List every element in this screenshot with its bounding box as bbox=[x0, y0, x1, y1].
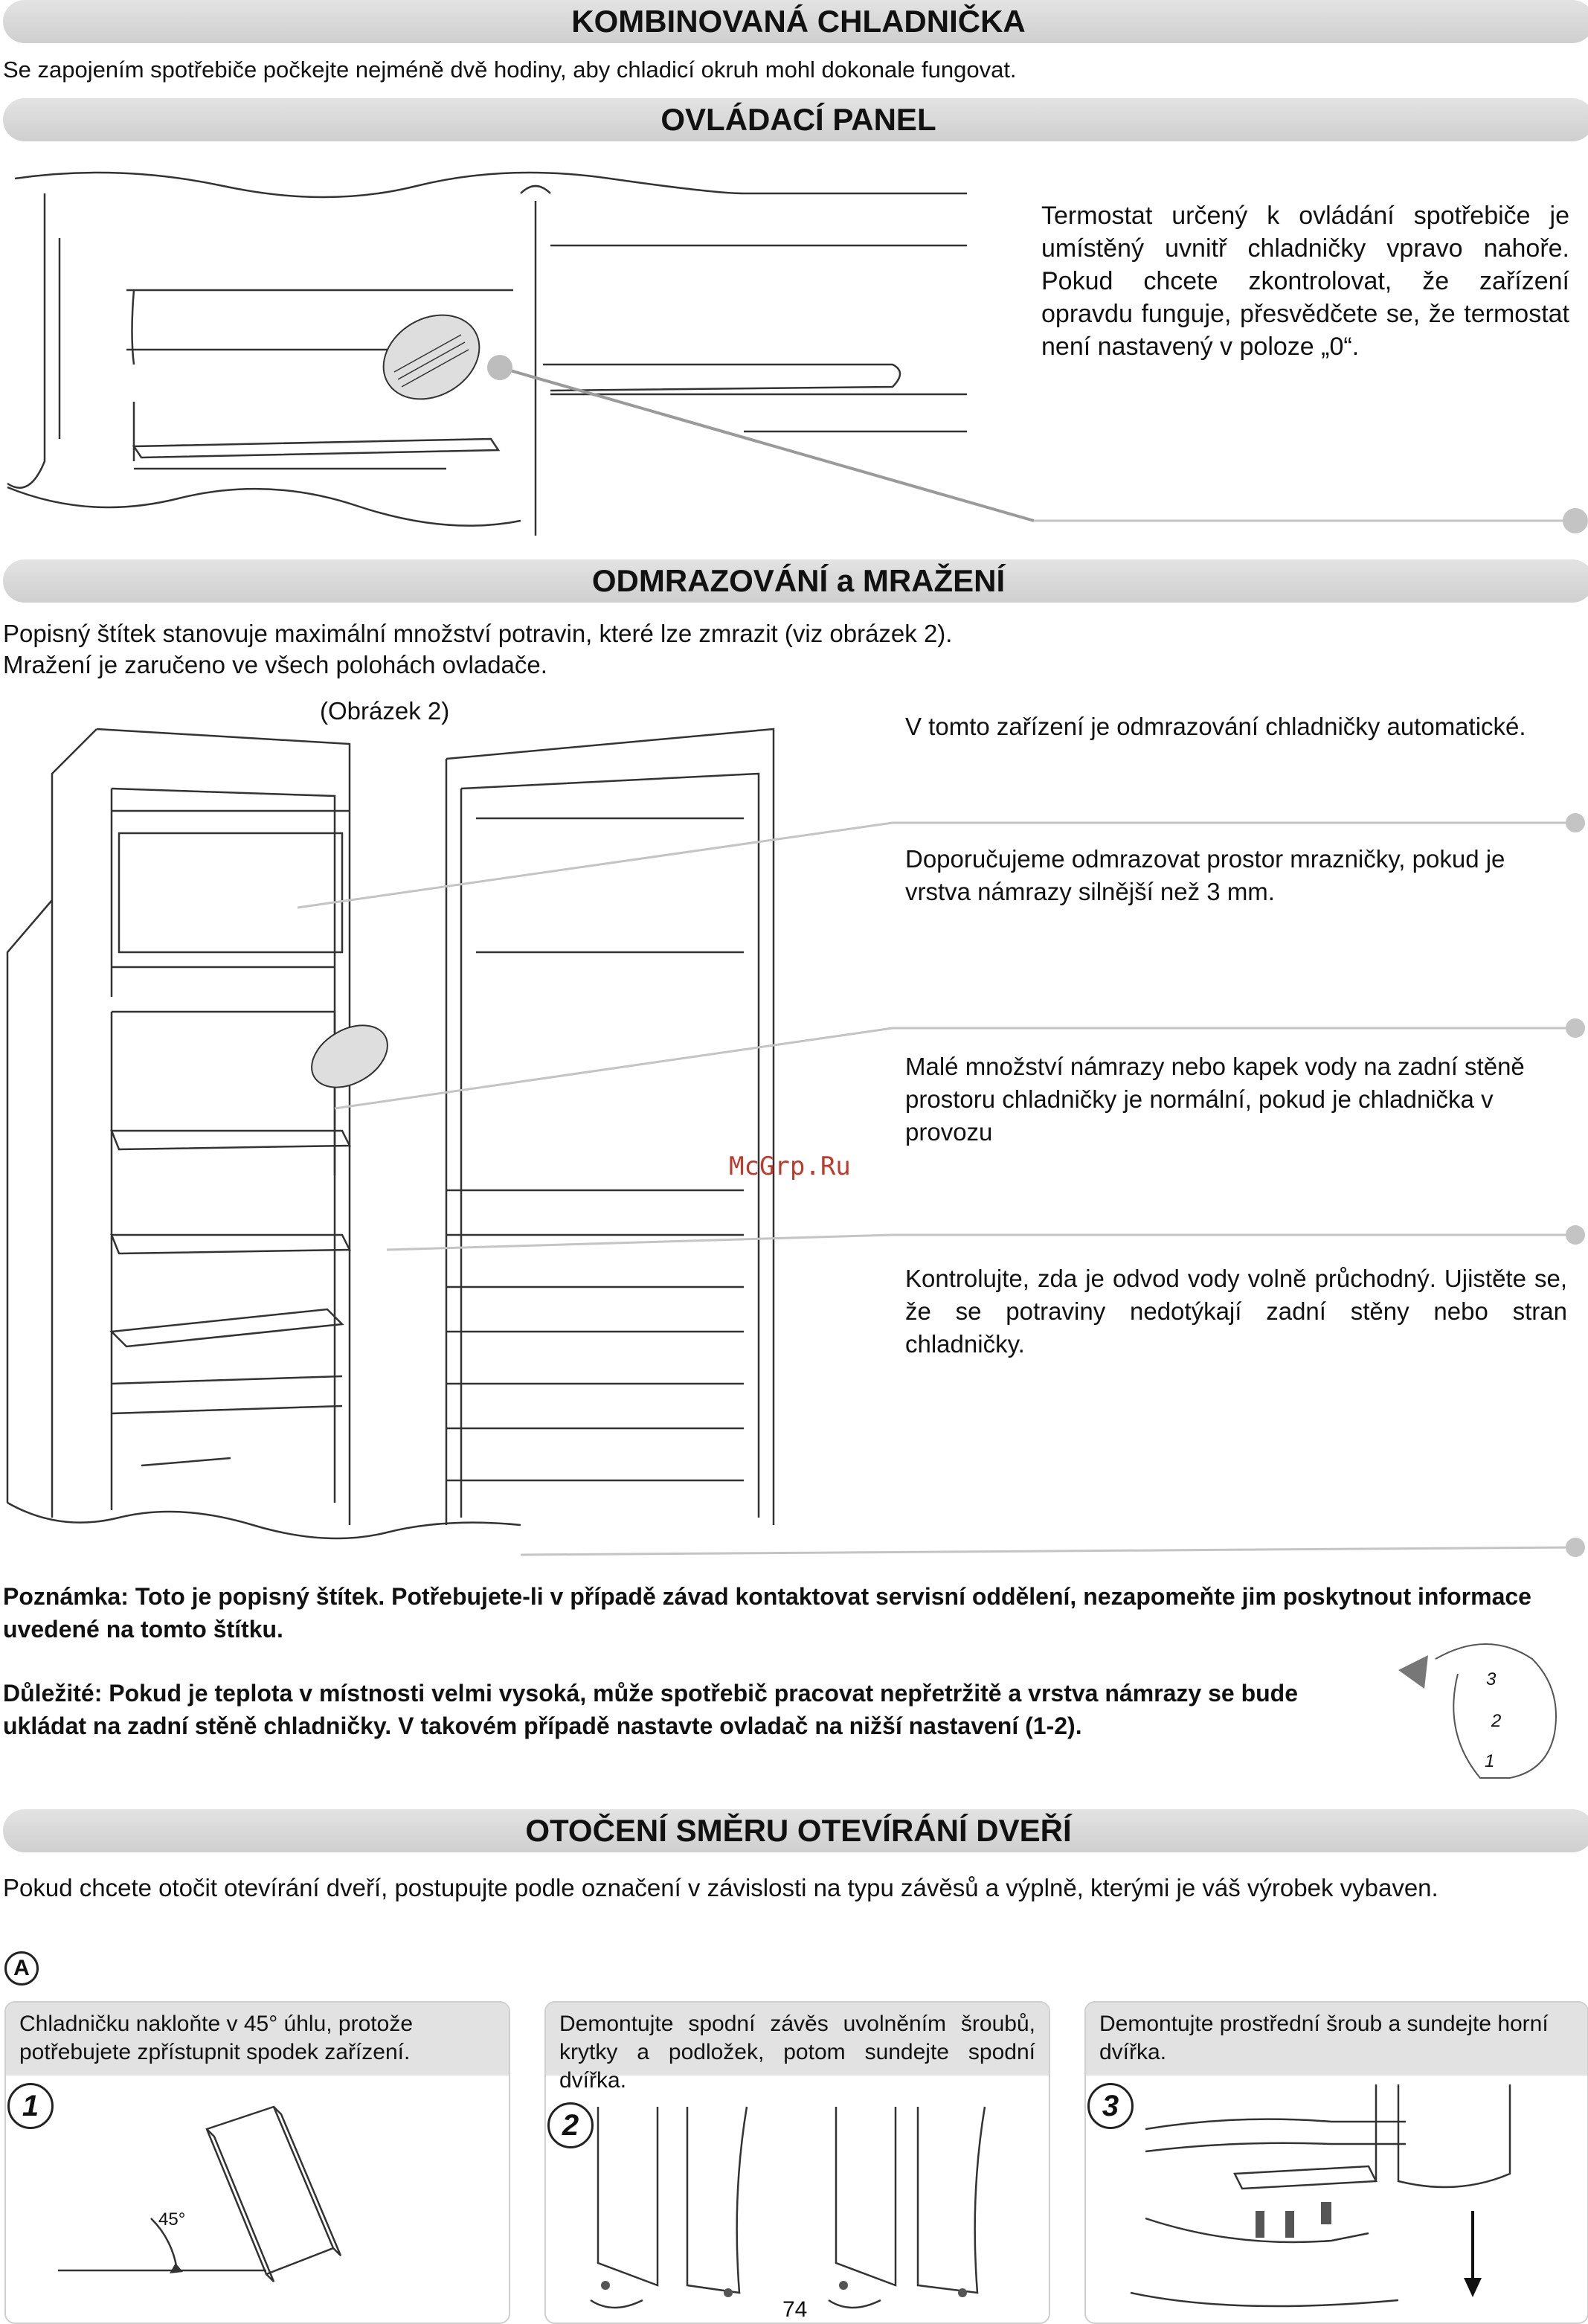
pointer-lines-defrost bbox=[0, 803, 1588, 1570]
note-frost-normal: Malé množství námrazy nebo kapek vody na zadní stěně prostoru chladničky je normální, pokud je chladnička v provozu bbox=[905, 1053, 1525, 1146]
dial-label-2: 2 bbox=[1491, 1711, 1502, 1731]
step-1-number: 1 bbox=[7, 2083, 54, 2129]
dial-label-1: 1 bbox=[1485, 1751, 1495, 1771]
step-3-text: Demontujte prostřední šroub a sundejte horní dvířka. bbox=[1086, 2003, 1587, 2076]
section-title: OVLÁDACÍ PANEL bbox=[660, 102, 936, 137]
title-bar-door-reversal bbox=[3, 1809, 1588, 1852]
door-reversal-intro: Pokud chcete otočit otevírání dveří, postupujte podle označení v závislosti na typu závěsů a výplně, kterými je váš výrobek vybaven. bbox=[3, 1874, 1438, 1901]
thermostat-dial-icon bbox=[1383, 1629, 1569, 1793]
section-title: KOMBINOVANÁ CHLADNIČKA bbox=[571, 4, 1026, 39]
step-3-panel bbox=[1084, 2001, 1588, 2324]
figure-caption: (Obrázek 2) bbox=[320, 697, 450, 725]
bottom-hinge-illustration bbox=[546, 2077, 1049, 2323]
section-title: ODMRAZOVÁNÍ a MRAŽENÍ bbox=[591, 563, 1006, 598]
section-title: OTOČENÍ SMĚRU OTEVÍRÁNÍ DVEŘÍ bbox=[525, 1813, 1072, 1848]
pointer-line-thermostat bbox=[0, 0, 1588, 565]
title-bar-defrost bbox=[3, 559, 1588, 603]
angle-label: 45° bbox=[158, 2209, 186, 2230]
step-2-number: 2 bbox=[547, 2102, 594, 2148]
middle-hinge-illustration bbox=[1086, 2070, 1587, 2323]
tilted-fridge-illustration bbox=[6, 2070, 509, 2323]
note-automatic-defrost: V tomto zařízení je odmrazování chladničky automatické. bbox=[905, 713, 1526, 740]
step-1-text: Chladničku nakloňte v 45° úhlu, protože potřebujete zpřístupnit spodek zařízení. bbox=[6, 2003, 509, 2076]
section-marker-a: A bbox=[4, 1951, 39, 1986]
defrost-intro-line2: Mražení je zaručeno ve všech polohách ovladače. bbox=[3, 651, 547, 678]
defrost-intro-line1: Popisný štítek stanovuje maximální množství potravin, které lze zmrazit (viz obrázek 2). bbox=[3, 620, 953, 647]
watermark: McGrp.Ru bbox=[729, 1152, 851, 1181]
dial-label-3: 3 bbox=[1486, 1669, 1497, 1689]
step-2-panel bbox=[544, 2001, 1050, 2324]
page-number: 74 bbox=[782, 2297, 808, 2322]
step-3-number: 3 bbox=[1087, 2083, 1134, 2129]
step-1-panel bbox=[4, 2001, 510, 2324]
important-note: Důležité: Pokud je teplota v místnosti velmi vysoká, může spotřebič pracovat nepřetržitě a vrstva námrazy se bude ukládat na zadní stěně chladničky. V takovém případě nastavte ovladač na nižší nastavení (1-2). bbox=[3, 1680, 1299, 1739]
thermostat-description: Termostat určený k ovládání spotřebiče je umístěný uvnitř chladničky vpravo nahoře. Pokud chcete zkontrolovat, že zařízení opravdu funguje, přesvědčete se, že termostat není nastavený v poloze „0“. bbox=[1041, 202, 1569, 361]
note-freezer-defrost: Doporučujeme odmrazovat prostor mrazničky, pokud je vrstva námrazy silnější než 3 mm. bbox=[905, 845, 1505, 905]
rating-plate-note: Poznámka: Toto je popisný štítek. Potřebujete-li v případě závad kontaktovat servisní oddělení, nezapomeňte jim poskytnout informace uvedené na tomto štítku. bbox=[3, 1583, 1531, 1643]
step-2-text: Demontujte spodní závěs uvolněním šroubů, krytky a podložek, potom sundejte spodní dvířka. bbox=[546, 2003, 1049, 2076]
note-drain-check: Kontrolujte, zda je odvod vody volně průchodný. Ujistěte se, že se potraviny nedotýkají zadní stěny nebo stran chladničky. bbox=[905, 1265, 1567, 1358]
intro-text: Se zapojením spotřebiče počkejte nejméně dvě hodiny, aby chladicí okruh mohl dokonale fungovat. bbox=[3, 57, 1017, 83]
